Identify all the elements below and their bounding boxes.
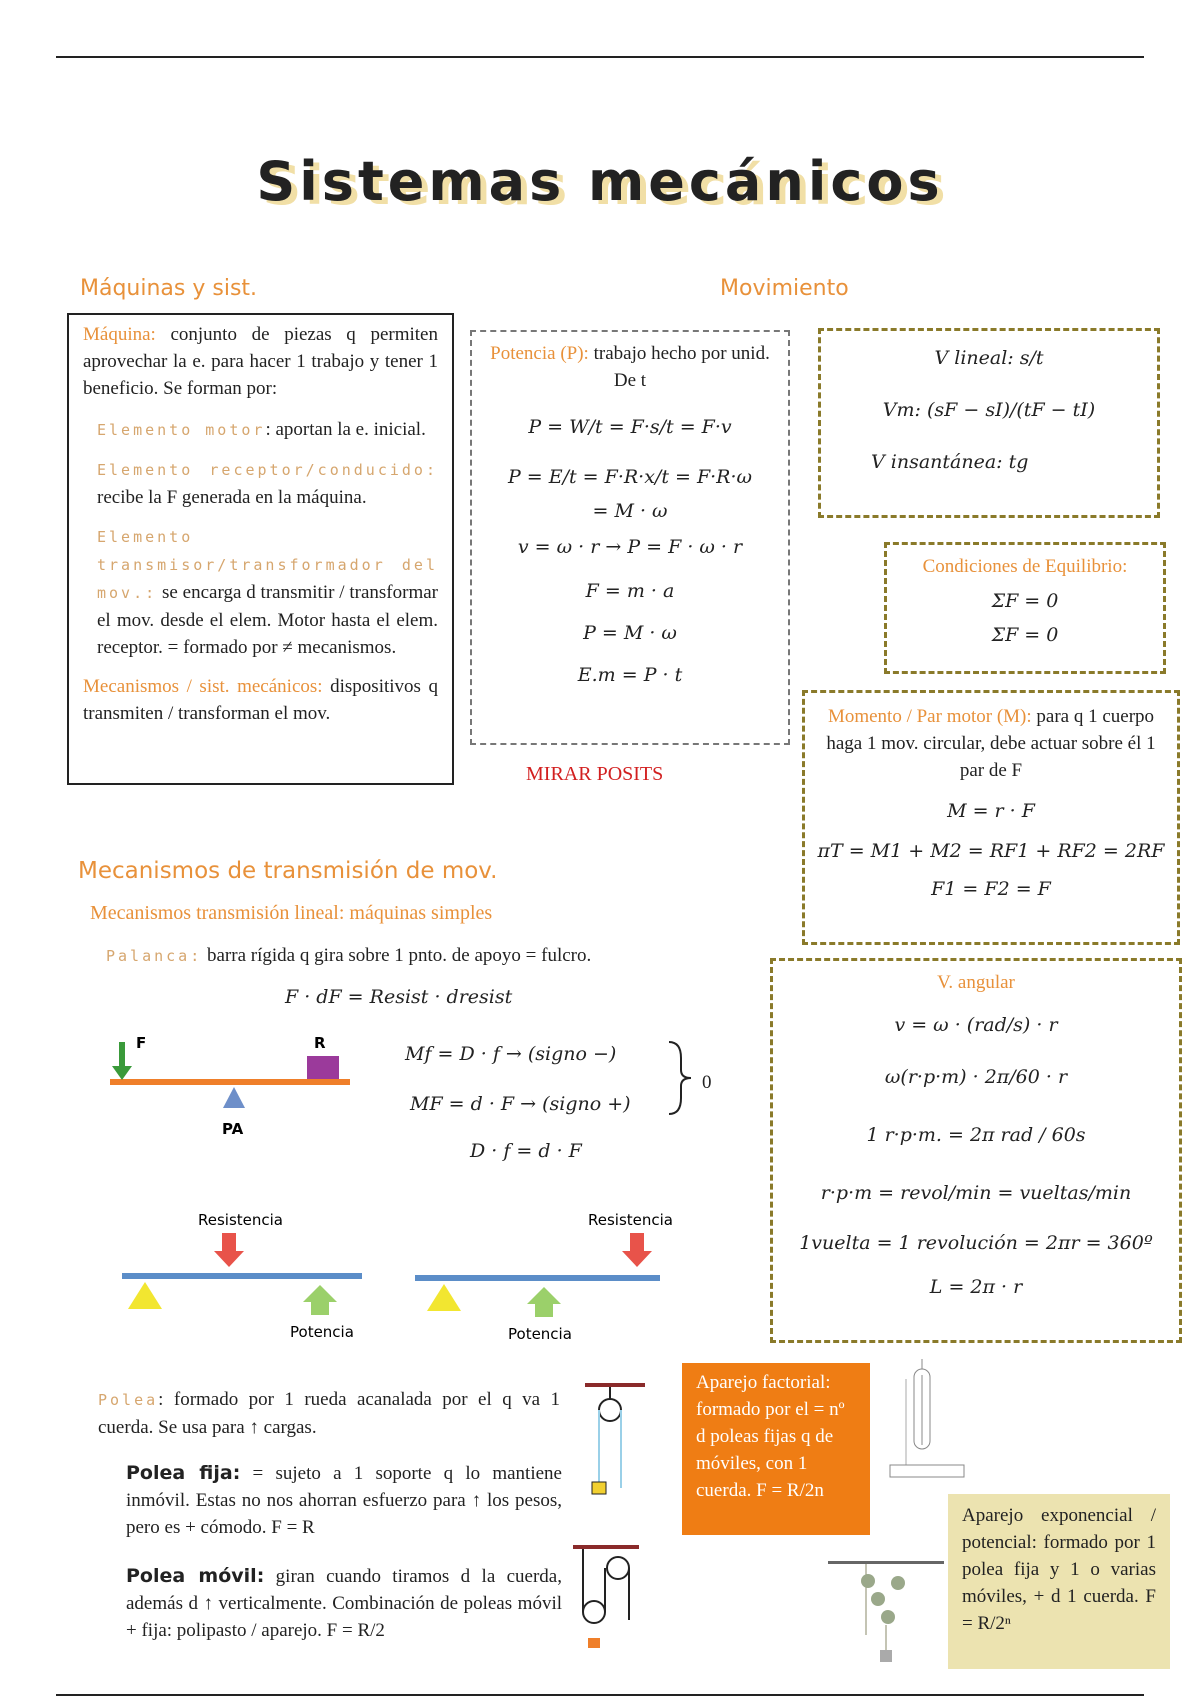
momento-eq3: F1 = F2 = F <box>931 878 1051 900</box>
pot1-arrow-icon <box>303 1285 337 1315</box>
vangular-eq3: 1 r·p·m. = 2π rad / 60s <box>866 1124 1086 1146</box>
equilibrio-eq1: ΣF = 0 <box>991 590 1059 612</box>
motor-label: Elemento motor <box>97 421 266 439</box>
potencia-eq2: P = E/t = F·R·x/t = F·R·ω <box>507 466 753 488</box>
momento-box <box>802 690 1180 945</box>
moment-mF: MF = d · F → (signo +) <box>410 1093 631 1115</box>
movable-pulley-figure <box>570 1540 650 1660</box>
transmisor-text: se encarga d transmitir / transformar el mov. desde el elem. Motor hasta el elem. receptor. = formado por ≠ mecanismos. <box>97 582 438 658</box>
lower-pulley-icon <box>583 1601 605 1623</box>
exponencial-box: Aparejo exponencial / potencial: formado por 1 polea fija y 1 o varias móviles, + d 1 cuerda. F = R/2ⁿ <box>948 1494 1170 1669</box>
motor-text: : aportan la e. inicial. <box>265 419 426 440</box>
res2-label: Resistencia <box>588 1211 673 1229</box>
potencia-def: trabajo hecho por unid. De t <box>588 343 770 391</box>
polea-label: Polea <box>98 1391 159 1409</box>
mecanismos-text: dispositivos q transmiten / transforman el mov. <box>83 676 438 724</box>
res1-arrow-icon <box>214 1233 244 1267</box>
pulley-wheel-icon <box>599 1399 621 1421</box>
vangular-eq1: v = ω · (rad/s) · r <box>894 1014 1058 1036</box>
bottom-rule <box>56 1694 1144 1696</box>
lever-r-label: R <box>314 1034 326 1052</box>
moment-mf: Mf = D · f → (signo −) <box>405 1043 617 1065</box>
page-title: Sistemas mecánicos <box>256 150 944 213</box>
fulcrum-icon <box>223 1087 245 1108</box>
force-arrowhead <box>112 1066 132 1080</box>
res1-label: Resistencia <box>198 1211 283 1229</box>
momento-eq1: M = r · F <box>947 800 1035 822</box>
load-box <box>592 1482 606 1494</box>
bar-2 <box>415 1275 660 1281</box>
fixed-pulley-figure <box>580 1378 660 1508</box>
potencia-term: Potencia (P): <box>490 343 589 364</box>
moment-zero: 0 <box>702 1072 712 1093</box>
equilibrio-box <box>884 542 1166 674</box>
polea-movil <box>126 1563 562 1644</box>
lever-bar <box>110 1079 350 1085</box>
vangular-eq6: L = 2π · r <box>929 1276 1023 1298</box>
top-rule <box>56 56 1144 58</box>
polea-fija-text: = sujeto a 1 soporte q lo mantiene inmóvil. Estas no nos ahorran esfuerzo para ↑ los pesos, pero es + cómodo. F = R <box>126 1463 562 1538</box>
polea-movil-label: Polea móvil: <box>126 1565 265 1587</box>
vangular-title: V. angular <box>937 972 1015 993</box>
receptor-label: Elemento receptor/conducido: <box>97 461 438 479</box>
potencia-eq3: v = ω · r → P = F · ω · r <box>517 536 743 558</box>
potencia-eq2b: = M · ω <box>592 500 668 522</box>
potencia-box <box>470 330 790 745</box>
equilibrio-title: Condiciones de Equilibrio: <box>922 556 1128 577</box>
polea-fija <box>126 1460 562 1541</box>
heading-mecanismos: Mecanismos de transmisión de mov. <box>78 858 498 884</box>
mirar-posits: MIRAR POSITS <box>526 763 664 785</box>
palanca-text: barra rígida q gira sobre 1 pnto. de apoyo = fulcro. <box>202 945 592 966</box>
maquina-def: conjunto de piezas q permiten aprovechar la e. para hacer 1 trabajo y tener 1 beneficio. Se forman por: <box>83 324 438 399</box>
heading-maquinas: Máquinas y sist. <box>80 276 258 301</box>
support-bar <box>585 1383 645 1387</box>
equilibrio-eq2: ΣF = 0 <box>991 624 1059 646</box>
polea-movil-text: giran cuando tiramos d la cuerda, además d ↑ verticalmente. Combinación de poleas móvil + fija: polipasto / aparejo. F = R/2 <box>126 1566 562 1641</box>
moment-final: D · f = d · F <box>470 1140 582 1162</box>
exp-load <box>880 1650 892 1662</box>
palanca-def <box>106 942 591 970</box>
vlineal-l3: V insantánea: tg <box>871 451 1029 473</box>
exp-pulley-4 <box>891 1576 905 1590</box>
lever-diagram <box>100 1030 360 1150</box>
movable-load <box>588 1638 600 1648</box>
vangular-eq2: ω(r·p·m) · 2π/60 · r <box>884 1066 1068 1088</box>
momento-def: para q 1 cuerpo haga 1 mov. circular, debe actuar sobre él 1 par de F <box>826 706 1156 781</box>
maquina-term: Máquina: <box>83 324 156 345</box>
lever-f-label: F <box>136 1034 147 1052</box>
polea-fija-label: Polea fija: <box>126 1462 241 1484</box>
vlineal-l2: Vm: (sF − sI)/(tF − tI) <box>882 399 1096 421</box>
heading-movimiento: Movimiento <box>720 276 849 301</box>
pot2-arrow-icon <box>527 1287 561 1317</box>
exponencial-figure <box>826 1555 946 1670</box>
upper-pulley-icon <box>607 1557 629 1579</box>
vlineal-l1: V lineal: s/t <box>934 347 1044 369</box>
bar-1 <box>122 1273 362 1279</box>
exp-pulley-2 <box>871 1592 885 1606</box>
pot2-label: Potencia <box>508 1325 572 1340</box>
factorial-box: Aparejo factorial: formado por el = nº d poleas fijas q de móviles, con 1 cuerda. F = R/2n <box>682 1363 870 1535</box>
res2-arrow-icon <box>622 1233 652 1267</box>
potencia-eq6: E.m = P · t <box>577 664 683 686</box>
palanca-label: Palanca: <box>106 947 203 965</box>
resistance-block <box>307 1056 339 1079</box>
mecanismos-term: Mecanismos / sist. mecánicos: <box>83 676 323 697</box>
lever-type-2 <box>410 1205 680 1340</box>
fulcrum2-icon <box>427 1284 461 1311</box>
brace-icon <box>665 1038 695 1118</box>
exp-pulley-3 <box>881 1610 895 1624</box>
vangular-eq5: 1vuelta = 1 revolución = 2πr = 360º <box>799 1232 1153 1254</box>
lever-pa-label: PA <box>222 1120 244 1138</box>
vangular-eq4: r·p·m = revol/min = vueltas/min <box>820 1182 1132 1204</box>
potencia-eq5: P = M · ω <box>583 622 677 644</box>
polea-def <box>98 1386 560 1441</box>
pot1-label: Potencia <box>290 1323 354 1340</box>
potencia-eq1: P = W/t = F·s/t = F·v <box>528 416 732 438</box>
factorial-figure <box>880 1355 980 1480</box>
momento-eq2: πT = M1 + M2 = RF1 + RF2 = 2RF <box>817 840 1165 862</box>
receptor-text: recibe la F generada en la máquina. <box>97 487 367 508</box>
heading-lineal: Mecanismos transmisión lineal: máquinas simples <box>90 902 493 924</box>
polea-text: : formado por 1 rueda acanalada por el q va 1 cuerda. Se usa para ↑ cargas. <box>98 1389 560 1438</box>
fulcrum1-icon <box>128 1282 162 1309</box>
palanca-eq: F · dF = Resist · dresist <box>285 986 513 1008</box>
potencia-eq4: F = m · a <box>585 580 675 602</box>
vangular-box <box>770 958 1182 1343</box>
momento-term: Momento / Par motor (M): <box>827 706 1032 727</box>
exp-pulley-1 <box>861 1574 875 1588</box>
transmisor-label: Elemento transmisor/transformador del mov.: <box>97 528 438 602</box>
lever-type-1 <box>110 1205 370 1340</box>
vlineal-box <box>818 328 1160 518</box>
maquina-box <box>67 313 454 785</box>
